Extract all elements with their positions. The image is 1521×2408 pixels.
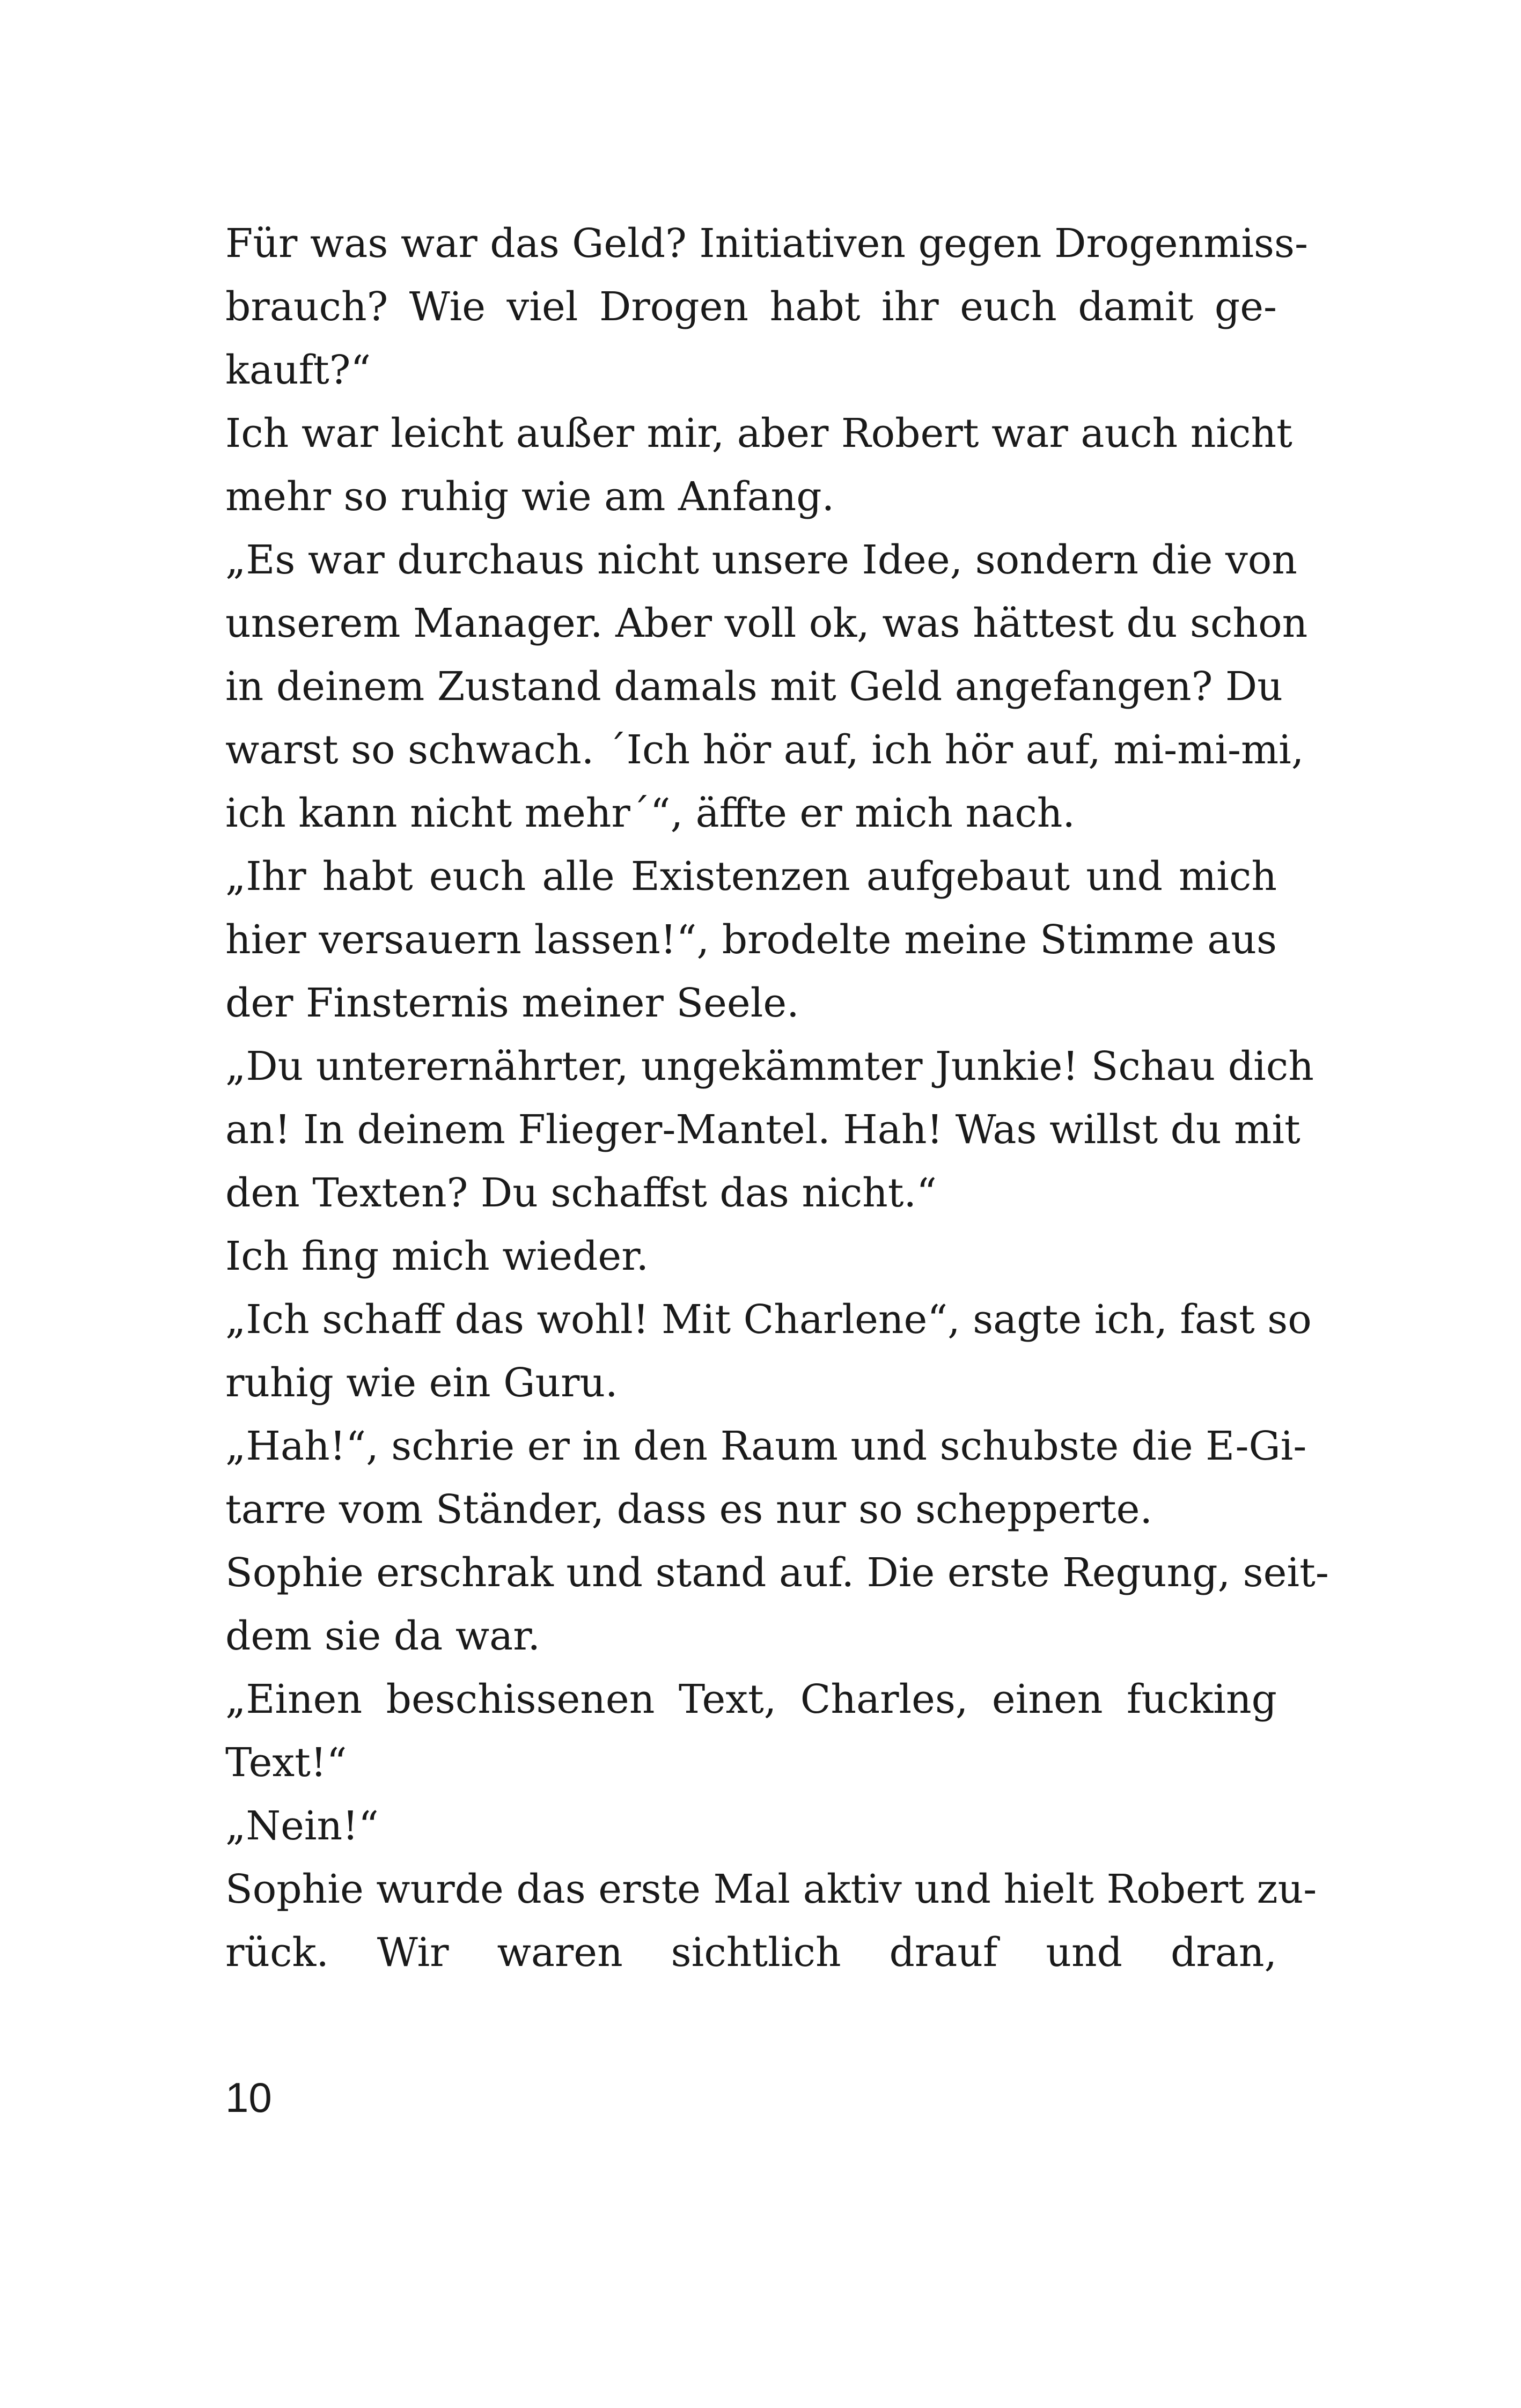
text-line: „Es war durchaus nicht unsere Idee, sondern die von [225,537,1297,583]
text-line: „Hah!“, schrie er in den Raum und schubste die E-Gi- [225,1423,1307,1469]
paragraph [225,1541,1329,1668]
paragraph [225,1668,1277,1794]
paragraph [225,402,1292,528]
text-line: Sophie wurde das erste Mal aktiv und hielt Robert zu- [225,1866,1317,1912]
text-line: Für was war das Geld? Initiativen gegen Drogenmiss- [225,220,1308,267]
text-line: „Ihr habt euch alle Existenzen aufgebaut und mich [225,853,1277,900]
text-line: in deinem Zustand damals mit Geld angefangen? Du [225,664,1283,710]
text-line: „Du unterernährter, ungekämmter Junkie! Schau dich [225,1043,1314,1089]
text-line: Ich war leicht außer mir, aber Robert war auch nicht [225,410,1292,456]
text-line: kauft?“ [225,347,371,393]
paragraph [225,212,1308,402]
text-line: tarre vom Ständer, dass es nur so schepperte. [225,1486,1152,1533]
text-line: Sophie erschrak und stand auf. Die erste Regung, seit- [225,1550,1329,1596]
body-text [225,212,1329,1984]
text-line: warst so schwach. ´Ich hör auf, ich hör auf, mi-mi-mi, [225,727,1304,773]
paragraph [225,1794,1277,1858]
text-line: mehr so ruhig wie am Anfang. [225,474,835,520]
text-line: den Texten? Du schaffst das nicht.“ [225,1170,937,1216]
paragraph [225,1035,1314,1225]
paragraph [225,1288,1312,1415]
text-line: der Finsternis meiner Seele. [225,980,799,1026]
text-line: unserem Manager. Aber voll ok, was hättest du schon [225,600,1308,646]
text-line: ruhig wie ein Guru. [225,1360,618,1406]
text-line: brauch? Wie viel Drogen habt ihr euch damit ge- [225,284,1277,330]
page-number: 10 [225,2074,272,2121]
paragraph [225,845,1277,1035]
text-line: an! In deinem Flieger-Mantel. Hah! Was willst du mit [225,1107,1300,1153]
paragraph [225,1858,1317,1984]
paragraph [225,1225,1277,1288]
text-line: hier versauern lassen!“, brodelte meine Stimme aus [225,917,1277,963]
text-line: „Einen beschissenen Text, Charles, einen fucking [225,1676,1277,1722]
text-line: „Ich schaff das wohl! Mit Charlene“, sagte ich, fast so [225,1297,1312,1343]
text-line: Ich fing mich wieder. [225,1233,649,1279]
text-line: „Nein!“ [225,1803,379,1849]
text-line: dem sie da war. [225,1613,541,1659]
text-line: rück. Wir waren sichtlich drauf und dran, [225,1930,1277,1976]
text-line: ich kann nicht mehr´“, äffte er mich nach. [225,790,1075,836]
paragraph [225,528,1308,845]
text-line: Text!“ [225,1740,347,1786]
paragraph [225,1415,1307,1541]
